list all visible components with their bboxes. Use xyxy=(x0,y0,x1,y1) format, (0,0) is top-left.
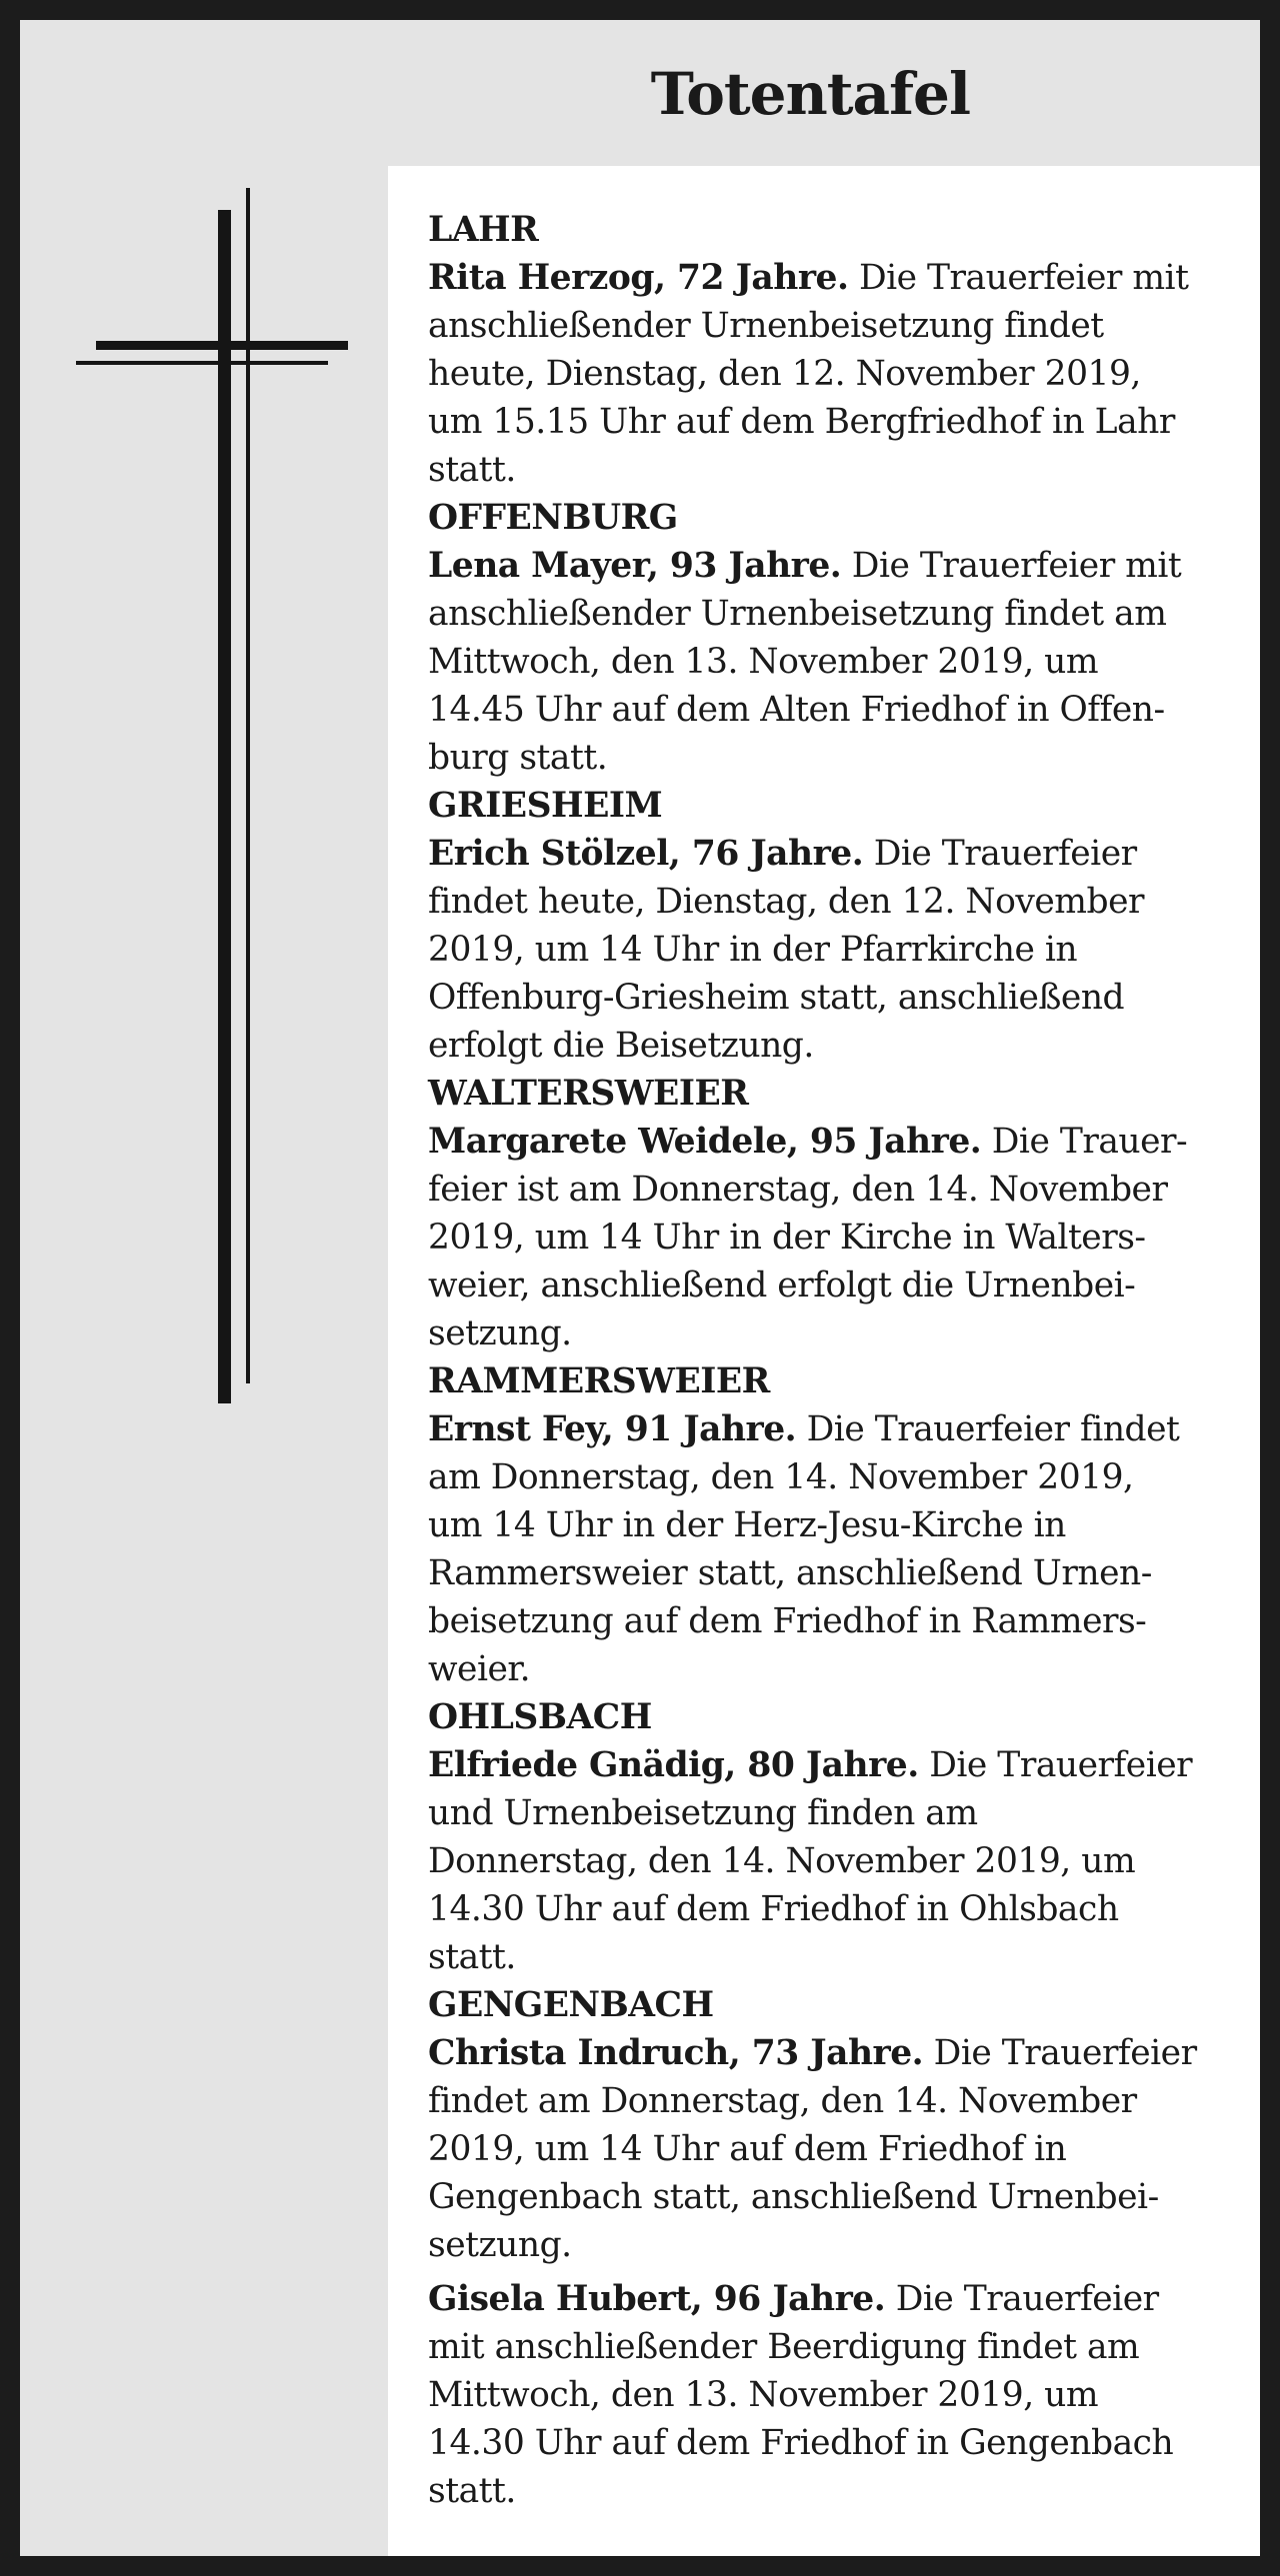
deceased-name: Elfriede Gnädig, 80 Jahre. xyxy=(428,1745,919,1785)
place-heading: LAHR xyxy=(428,210,539,250)
notice-line: mit anschließender Beerdigung findet am xyxy=(428,2327,1140,2367)
notice-line: erfolgt die Beisetzung. xyxy=(428,1026,814,1066)
notice-line xyxy=(428,2029,1220,2077)
notice-line: Gengenbach statt, anschließend Urnenbei- xyxy=(428,2177,1159,2217)
obituary-panel xyxy=(20,20,1260,2556)
notice-line xyxy=(428,830,1220,878)
notice-line xyxy=(428,254,1220,302)
notice-line: am Donnerstag, den 14. November 2019, xyxy=(428,1457,1134,1497)
notice-text: Die Trauerfeier xyxy=(885,2279,1159,2319)
deceased-name: Margarete Weidele, 95 Jahre. xyxy=(428,1122,982,1162)
page-title: Totentafel xyxy=(650,60,970,128)
notice-line: 14.30 Uhr auf dem Friedhof in Gengenbach xyxy=(428,2423,1174,2463)
notice-line: findet am Donnerstag, den 14. November xyxy=(428,2081,1137,2121)
notice-line: anschließender Urnenbeisetzung findet am xyxy=(428,594,1167,634)
notice-line xyxy=(428,1741,1220,1789)
obituary-entry xyxy=(428,830,1220,1070)
deceased-name: Rita Herzog, 72 Jahre. xyxy=(428,258,849,298)
obituary-entry xyxy=(428,1741,1220,1981)
obituary-entry xyxy=(428,1118,1220,1357)
notice-line: feier ist am Donnerstag, den 14. November xyxy=(428,1170,1168,1210)
notice-text: Die Trauerfeier xyxy=(923,2033,1197,2073)
place-heading: OHLSBACH xyxy=(428,1697,652,1737)
notice-line xyxy=(428,2275,1220,2323)
notice-line: Offenburg-Griesheim statt, anschließend xyxy=(428,978,1125,1018)
notices-list xyxy=(388,166,1260,2556)
notice-line: Rammersweier statt, anschließend Urnen- xyxy=(428,1553,1152,1593)
notice-line: um 15.15 Uhr auf dem Bergfriedhof in Lahr xyxy=(428,402,1175,442)
notice-line xyxy=(428,1405,1220,1453)
notice-line: Donnerstag, den 14. November 2019, um xyxy=(428,1841,1136,1881)
obituary-entry xyxy=(428,542,1220,782)
place-heading: GENGENBACH xyxy=(428,1985,714,2025)
place-heading: WALTERSWEIER xyxy=(428,1074,749,1114)
notice-line: burg statt. xyxy=(428,738,608,778)
notice-line: anschließender Urnenbeisetzung findet xyxy=(428,306,1104,346)
notice-text: Die Trauerfeier xyxy=(918,1745,1193,1785)
deceased-name: Gisela Hubert, 96 Jahre. xyxy=(428,2279,886,2319)
obituary-entry xyxy=(428,1405,1220,1693)
notice-line: Mittwoch, den 13. November 2019, um xyxy=(428,2375,1099,2415)
notice-text: Die Trauerfeier xyxy=(863,834,1137,874)
deceased-name: Christa Indruch, 73 Jahre. xyxy=(428,2033,924,2073)
notice-line: beisetzung auf dem Friedhof in Rammers- xyxy=(428,1601,1147,1641)
cross-icon xyxy=(56,168,356,1407)
notice-text: Die Trauerfeier mit xyxy=(841,546,1182,586)
notice-text: Die Trauerfeier mit xyxy=(848,258,1189,298)
obituary-entry xyxy=(428,254,1220,494)
notice-line: 2019, um 14 Uhr in der Kirche in Walters- xyxy=(428,1218,1146,1258)
notice-line: 2019, um 14 Uhr auf dem Friedhof in xyxy=(428,2129,1067,2169)
notice-line: 2019, um 14 Uhr in der Pfarrkirche in xyxy=(428,930,1078,970)
notice-line: weier. xyxy=(428,1649,531,1689)
place-heading: RAMMERSWEIER xyxy=(428,1361,770,1401)
obituary-entry xyxy=(428,2275,1220,2515)
notice-line: um 14 Uhr in der Herz-Jesu-Kirche in xyxy=(428,1505,1066,1545)
place-heading: GRIESHEIM xyxy=(428,786,663,826)
notice-text: Die Trauerfeier findet xyxy=(796,1409,1180,1449)
notice-line: statt. xyxy=(428,450,516,490)
notice-line: setzung. xyxy=(428,2225,572,2265)
notice-line: statt. xyxy=(428,2471,516,2511)
notice-line: und Urnenbeisetzung finden am xyxy=(428,1793,978,1833)
notice-line: weier, anschließend erfolgt die Urnenbei- xyxy=(428,1266,1136,1305)
obituary-entry xyxy=(428,2029,1220,2269)
notice-line: 14.30 Uhr auf dem Friedhof in Ohlsbach xyxy=(428,1889,1119,1929)
notice-line: heute, Dienstag, den 12. November 2019, xyxy=(428,354,1141,394)
notice-line: Mittwoch, den 13. November 2019, um xyxy=(428,642,1099,682)
deceased-name: Lena Mayer, 93 Jahre. xyxy=(428,546,842,586)
place-heading: OFFENBURG xyxy=(428,498,678,538)
deceased-name: Ernst Fey, 91 Jahre. xyxy=(428,1409,797,1449)
notice-line: 14.45 Uhr auf dem Alten Friedhof in Offen- xyxy=(428,690,1165,730)
notice-line xyxy=(428,1118,1220,1166)
notice-line: setzung. xyxy=(428,1313,572,1353)
deceased-name: Erich Stölzel, 76 Jahre. xyxy=(428,834,864,874)
notice-line xyxy=(428,542,1220,590)
notice-line: statt. xyxy=(428,1937,516,1977)
notice-line: findet heute, Dienstag, den 12. November xyxy=(428,882,1145,922)
notice-text: Die Trauer- xyxy=(981,1122,1188,1162)
